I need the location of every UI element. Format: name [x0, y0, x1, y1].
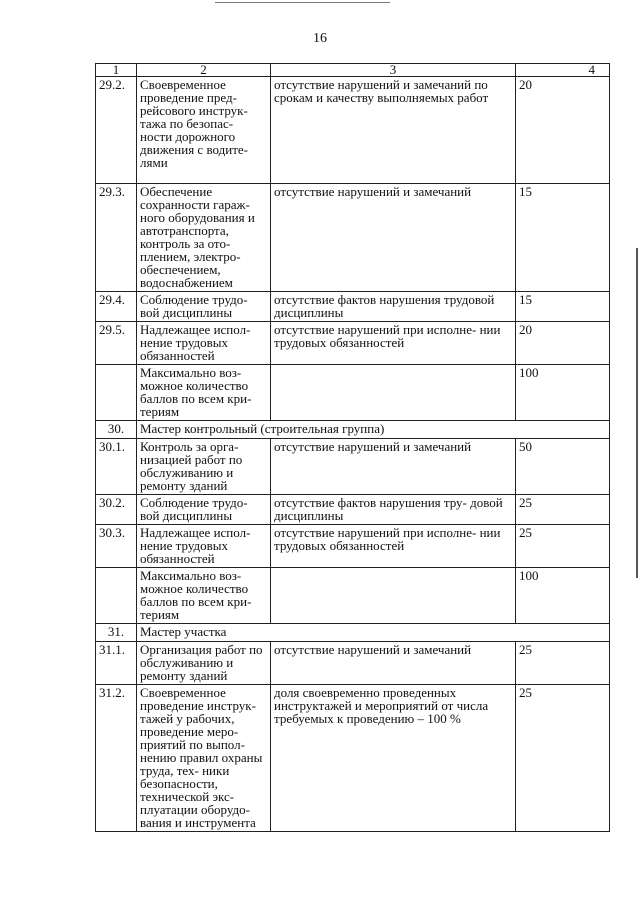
indicator-cell: отсутствие нарушений и замечаний [271, 642, 516, 685]
section-title: Мастер контрольный (строительная группа) [137, 421, 610, 439]
points-cell: 20 [516, 77, 610, 184]
table-row [96, 642, 610, 685]
item-number: 31.1. [96, 642, 137, 685]
indicator-cell: доля своевременно проведенных инструктажей и мероприятий от числа требуемых к проведению – 100 % [271, 685, 516, 832]
table-row [96, 292, 610, 322]
table-row [96, 184, 610, 292]
indicator-cell [271, 568, 516, 624]
column-number-row [96, 64, 610, 77]
indicator-cell [271, 365, 516, 421]
section-title: Мастер участка [137, 624, 610, 642]
points-cell: 15 [516, 184, 610, 292]
indicator-cell: отсутствие нарушений при исполне- нии трудовых обязанностей [271, 525, 516, 568]
item-number: 30.3. [96, 525, 137, 568]
points-cell: 25 [516, 525, 610, 568]
item-number: 29.3. [96, 184, 137, 292]
criterion-cell: Соблюдение трудо- вой дисциплины [137, 292, 271, 322]
points-cell: 25 [516, 495, 610, 525]
points-cell: 15 [516, 292, 610, 322]
indicator-cell: отсутствие нарушений и замечаний [271, 184, 516, 292]
table-row [96, 439, 610, 495]
criterion-cell: Контроль за орга- низацией работ по обслуживанию и ремонту зданий [137, 439, 271, 495]
points-cell: 50 [516, 439, 610, 495]
criteria-table [95, 63, 610, 832]
indicator-cell: отсутствие нарушений и замечаний [271, 439, 516, 495]
item-number: 30.2. [96, 495, 137, 525]
table-row [96, 568, 610, 624]
criterion-cell: Максимально воз- можное количество баллов по всем кри- териям [137, 568, 271, 624]
indicator-cell: отсутствие нарушений и замечаний по срокам и качеству выполняемых работ [271, 77, 516, 184]
criterion-cell: Своевременное проведение инструк- тажей у рабочих, проведение меро- приятий по выпол- нению правил охраны труда, тех- ники безопасности, технической экс- плуатации оборудо- вания и инструмента [137, 685, 271, 832]
item-number: 31.2. [96, 685, 137, 832]
item-number [96, 365, 137, 421]
criterion-cell: Максимально воз- можное количество баллов по всем кри- териям [137, 365, 271, 421]
item-number: 30.1. [96, 439, 137, 495]
criterion-cell: Организация работ по обслуживанию и ремонту зданий [137, 642, 271, 685]
points-cell: 100 [516, 365, 610, 421]
points-cell: 25 [516, 642, 610, 685]
table-row [96, 365, 610, 421]
item-number: 29.4. [96, 292, 137, 322]
column-number: 3 [271, 64, 516, 77]
item-number [96, 568, 137, 624]
column-number: 1 [96, 64, 137, 77]
points-cell: 20 [516, 322, 610, 365]
page-number: 16 [313, 31, 327, 46]
criterion-cell: Соблюдение трудо- вой дисциплины [137, 495, 271, 525]
table-row [96, 322, 610, 365]
table-row [96, 525, 610, 568]
column-number: 2 [137, 64, 271, 77]
criterion-cell: Своевременное проведение пред- рейсового инструк- тажа по безопас- ности дорожного движения с водите- лями [137, 77, 271, 184]
section-number: 31. [96, 624, 137, 642]
column-number: 4 [516, 64, 610, 77]
table-row [96, 685, 610, 832]
section-row [96, 421, 610, 439]
indicator-cell: отсутствие нарушений при исполне- нии трудовых обязанностей [271, 322, 516, 365]
indicator-cell: отсутствие фактов нарушения тру- довой дисциплины [271, 495, 516, 525]
section-number: 30. [96, 421, 137, 439]
criterion-cell: Обеспечение сохранности гараж- ного оборудования и автотранспорта, контроль за ото- плением, электро- обеспечением, водоснабжением [137, 184, 271, 292]
item-number: 29.2. [96, 77, 137, 184]
table-row [96, 495, 610, 525]
criterion-cell: Надлежащее испол- нение трудовых обязанностей [137, 525, 271, 568]
top-rule [215, 2, 390, 3]
table-row [96, 77, 610, 184]
points-cell: 100 [516, 568, 610, 624]
indicator-cell: отсутствие фактов нарушения трудовой дисциплины [271, 292, 516, 322]
section-row [96, 624, 610, 642]
points-cell: 25 [516, 685, 610, 832]
criterion-cell: Надлежащее испол- нение трудовых обязанностей [137, 322, 271, 365]
item-number: 29.5. [96, 322, 137, 365]
scan-edge-mark [636, 248, 638, 578]
